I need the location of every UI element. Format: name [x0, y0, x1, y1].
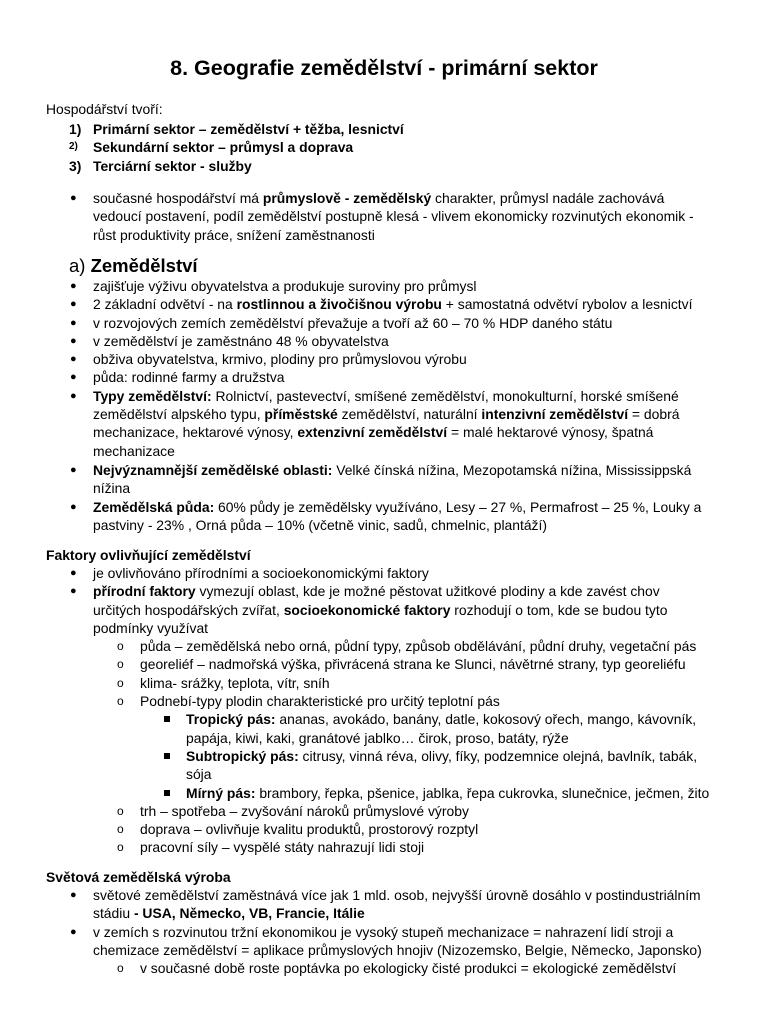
belt-item: Subtropický pás: citrusy, vinná réva, olivy, fíky, podzemnice olejná, bavlník, tabák, [0, 747, 768, 765]
factors-heading: Faktory ovlivňující zemědělství [46, 547, 251, 563]
sub-item: o pracovní síly – vyspělé státy nahrazují lidi stoji [117, 839, 425, 856]
section-a-list-3: ● Zemědělská půda: 60% půdy je zemědělsky využíváno, Lesy – 27 %, Permafrost – 25 %, Louky a pastviny - 23% , Orná půda – 10% (včetně vinic, sadů, chmelnic, plantáží) [0, 498, 768, 535]
list-item: ● 2 základní odvětví - na rostlinnou a živočišnou výrobu + samostatná odvětví rybolov a lesnictví [70, 296, 693, 313]
list-item: ● Zemědělská půda: 60% půdy je zemědělsky využíváno, Lesy – 27 %, Permafrost – 25 %, Louky a [70, 499, 702, 515]
sub-item: o v současné době roste poptávka po ekologicky čisté produkci = ekologické zemědělství [117, 960, 677, 977]
bullet-icon: ● [70, 192, 77, 204]
section-a-list: ● zajišťuje výživu obyvatelstva a produkuje suroviny pro průmysl ● 2 základní odvětví - na rostlinnou a živočišnou výrobu + samostatná odvětví rybolov a lesnictví ● v rozvojových zemích zemědělství převažuje a tvoří až 60 – 70 % HDP daného státu ● v zemědělství je zaměstnáno 48 % obyvatelstva ● obživa obyvatelstva, krmivo, plodiny pro průmyslovou výrobu ● půda: rodinné farmy a družstva ● Typy zemědělství: Rolnictví, pastevectví, smíšené zemědělství, monokulturní, horské smíšené zemědělství alpského typu, příměstské zemědělství, naturální intenzivní zemědělství = dobrá mechanizace, hektarové výnosy, extenzivní zemědělství = malé hektarové výnosy, špatná mechanizace [0, 277, 768, 460]
sub-item: o Podnebí-typy plodin charakteristické pro určitý teplotní pás [117, 693, 500, 710]
sub-item: o trh – spotřeba – zvyšování nároků průmyslové výroby [117, 802, 469, 819]
list-item: ● zajišťuje výživu obyvatelstva a produkuje suroviny pro průmysl [70, 278, 477, 294]
page-title: 8. Geografie zemědělství - primární sektor [170, 56, 598, 80]
list-item: ● obživa obyvatelstva, krmivo, plodiny pro průmyslovou výrobu [70, 351, 467, 368]
list-item: 2) Sekundární sektor – průmysl a doprava [69, 139, 354, 156]
list-item: ● je ovlivňováno přírodními a socioekonomickými faktory [70, 565, 429, 581]
belt-item: Tropický pás: ananas, avokádo, banány, datle, kokosový ořech, mango, kávovník, [0, 710, 768, 728]
belt-item: Mírný pás: brambory, řepka, pšenice, jablka, řepa cukrovka, slunečnice, ječmen, žito [0, 784, 768, 802]
list-item: 1) Primární sektor – zemědělství + těžba, lesnictví [69, 121, 404, 137]
intro-label: Hospodářství tvoří: [46, 101, 163, 117]
sector-list [0, 120, 768, 175]
sub-item: o doprava – ovlivňuje kvalitu produktů, prostorový rozptyl [117, 821, 479, 838]
world-list: ● světové zemědělství zaměstnává více jak 1 mld. osob, nejvyšší úrovně dosáhlo v postindustriálním stádiu - USA, Německo, VB, Francie, Itálie ● v zemích s rozvinutou tržní ekonomikou je vysoký stupeň mechanizace = nahrazení lidí stroji a chemizace zemědělství = aplikace průmyslových hnojiv (Nizozemsko, Belgie, Německo, Japonsko) o v současné době roste poptávka po ekologicky čisté produkci = ekologické zemědělství [0, 886, 768, 977]
list-item: 3) Terciární sektor - služby [69, 157, 252, 174]
list-item: ● v zemědělství je zaměstnáno 48 % obyvatelstva [70, 332, 389, 349]
sub-item: o klima- srážky, teplota, vítr, sníh [117, 674, 330, 691]
list-item: ● přírodní faktory vymezují oblast, kde je možné pěstovat užitkové plodiny a kde zavést chov [70, 583, 660, 600]
sub-item: o georeliéf – nadmořská výška, přivrácená strana ke Slunci, návětrné strany, typ georeliéfu [117, 656, 686, 673]
factors-list: ● je ovlivňováno přírodními a socioekonomickými faktory ● přírodní faktory vymezují oblast, kde je možné pěstovat užitkové plodiny a kde zavést chov určitých hospodářských zvířat, socioekonomické faktory rozhodují o tom, kde se budou tyto podmínky využívat o půda – zemědělská nebo orná, půdní typy, způsob obdělávání, půdní druhy, vegetační pás o georeliéf – nadmořská výška, přivrácená strana ke Slunci, návětrné strany, typ georeliéfu o klima- srážky, teplota, vítr, sníh o Podnebí-typy plodin charakteristické pro určitý teplotní pás Tropický pás: ananas, avokádo, banány, datle, kokosový ořech, mango, kávovník, papája, kiwi, kaki, granátové jablko… čirok, proso, batáty, rýže Subtropický pás: citrusy, vinná réva, olivy, fíky, podzemnice olejná, bavlník, tabák, sója Mírný pás: brambory, řepka, pšenice, jablka, řepa cukrovka, slunečnice, ječmen, žito o trh – spotřeba – zvyšování nároků průmyslové výroby o doprava – ovlivňuje kvalitu produktů, prostorový rozptyl o pracovní síly – vyspělé státy nahrazují lidi stoji [0, 564, 768, 857]
world-heading: Světová zemědělská výroba [46, 869, 231, 885]
intro-bullet: ● současné hospodářství má průmyslově - zemědělský charakter, průmysl nadále zachovává vedoucí postavení, podíl zemědělství postupně klesá - vlivem ekonomicky rozvinutých ekonomik - růst produktivity práce, snížení zaměstnanosti [70, 190, 694, 243]
list-item: ● v rozvojových zemích zemědělství převažuje a tvoří až 60 – 70 % HDP daného státu [70, 314, 613, 331]
list-item: ● Nejvýznamnější zemědělské oblasti: Velké čínská nížina, Mezopotamská nížina, Mississippská [70, 462, 692, 478]
list-item: ● v zemích s rozvinutou tržní ekonomikou je vysoký stupeň mechanizace = nahrazení lidí stroji a [70, 923, 674, 940]
sub-item: o půda – zemědělská nebo orná, půdní typy, způsob obdělávání, půdní druhy, vegetační pás [117, 638, 697, 655]
list-item: ● světové zemědělství zaměstnává více jak 1 mld. osob, nejvyšší úrovně dosáhlo v postindustriálním [70, 887, 701, 903]
section-a-heading: a) Zemědělství [69, 255, 198, 276]
list-item: ● Typy zemědělství: Rolnictví, pastevectví, smíšené zemědělství, monokulturní, horské smíšené [70, 387, 679, 404]
list-item: ● půda: rodinné farmy a družstva [70, 369, 285, 386]
section-a-list-2: ● Nejvýznamnější zemědělské oblasti: Velké čínská nížina, Mezopotamská nížina, Mississippská nížina [0, 461, 768, 498]
